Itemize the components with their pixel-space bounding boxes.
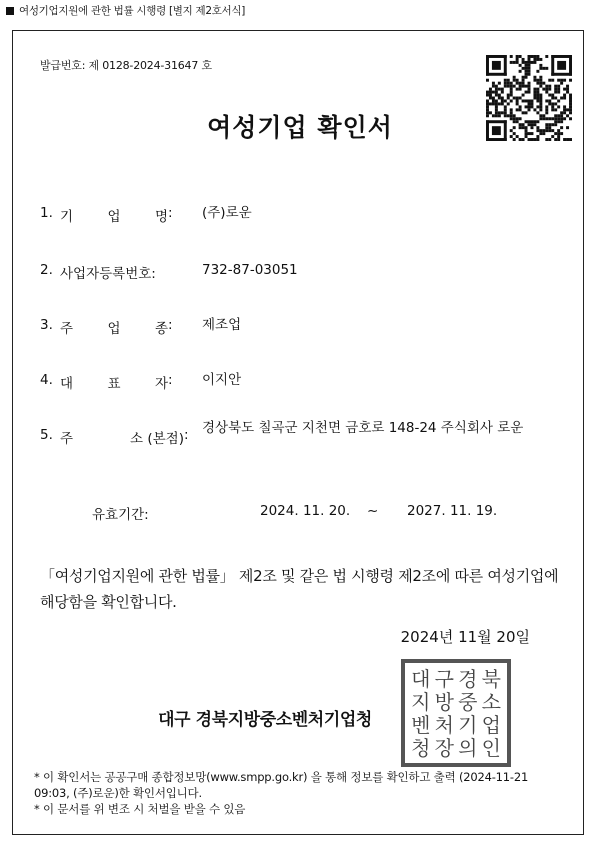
- label-char: 대: [60, 376, 74, 392]
- page-title: 여성기업 확인서: [207, 113, 393, 142]
- validity-separator: ~: [367, 503, 379, 519]
- field-number: 3.: [40, 317, 53, 333]
- issue-date: 2024년 11월 20일: [400, 628, 530, 646]
- label-char: 종: [154, 321, 168, 337]
- black-square-icon: [6, 7, 14, 15]
- official-seal-icon: 대 구 경 북 지 방 중 소 벤 처 기 업 청 장 의 인: [401, 659, 511, 767]
- field-company-name: [40, 205, 562, 225]
- label-char: 소 (본점): [130, 431, 184, 447]
- label-char: 업: [107, 321, 121, 337]
- field-value: 이지안: [202, 372, 242, 388]
- issuer-name: 대구 경북지방중소벤처기업청: [158, 710, 372, 730]
- field-number: 5.: [40, 427, 53, 443]
- field-number: 1.: [40, 205, 53, 221]
- field-value: 제조업: [202, 317, 242, 333]
- footnotes: [34, 769, 564, 817]
- field-label: 사업자등록번호:: [60, 266, 156, 282]
- label-char: 자: [154, 376, 168, 392]
- field-number: 4.: [40, 372, 53, 388]
- field-value: 732-87-03051: [202, 262, 298, 278]
- field-representative: [40, 372, 562, 392]
- label-colon: :: [168, 372, 173, 388]
- validity-end: 2027. 11. 19.: [407, 503, 498, 519]
- label-colon: :: [168, 205, 173, 221]
- footnote-item: * 이 문서를 위 변조 시 처벌을 받을 수 있음: [34, 802, 246, 816]
- label-char: 명: [154, 209, 168, 225]
- label-char: 표: [107, 376, 121, 392]
- label-char: 기: [60, 209, 74, 225]
- label-colon: :: [168, 317, 173, 333]
- field-number: 2.: [40, 262, 53, 278]
- field-business-number: [40, 262, 562, 282]
- validity-start: 2024. 11. 20.: [260, 503, 351, 519]
- form-header-text: 여성기업지원에 관한 법률 시행령 [별지 제2호서식]: [19, 5, 246, 17]
- label-char: 주: [60, 321, 74, 337]
- footnote-item: * 이 확인서는 공공구매 종합정보망(www.smpp.go.kr) 을 통해 정보를 확인하고 출력 (2024-11-21 09:03, (주)로운)한 확인서입니다.: [34, 770, 529, 800]
- label-colon: :: [184, 427, 189, 443]
- form-header: [6, 3, 245, 18]
- label-char: 업: [107, 209, 121, 225]
- field-value: (주)로운: [202, 205, 252, 221]
- field-industry: [40, 317, 562, 337]
- field-address: [40, 420, 557, 447]
- document-number: 발급번호: 제 0128-2024-31647 호: [40, 59, 212, 72]
- field-value: 경상북도 칠곡군 지천면 금호로 148-24 주식회사 로운: [202, 420, 524, 436]
- validity-label: 유효기간:: [92, 507, 149, 523]
- label-char: 주: [60, 431, 74, 447]
- confirmation-statement: 「여성기업지원에 관한 법률」 제2조 및 같은 법 시행령 제2조에 따른 여성기업에 해당함을 확인합니다.: [40, 567, 559, 611]
